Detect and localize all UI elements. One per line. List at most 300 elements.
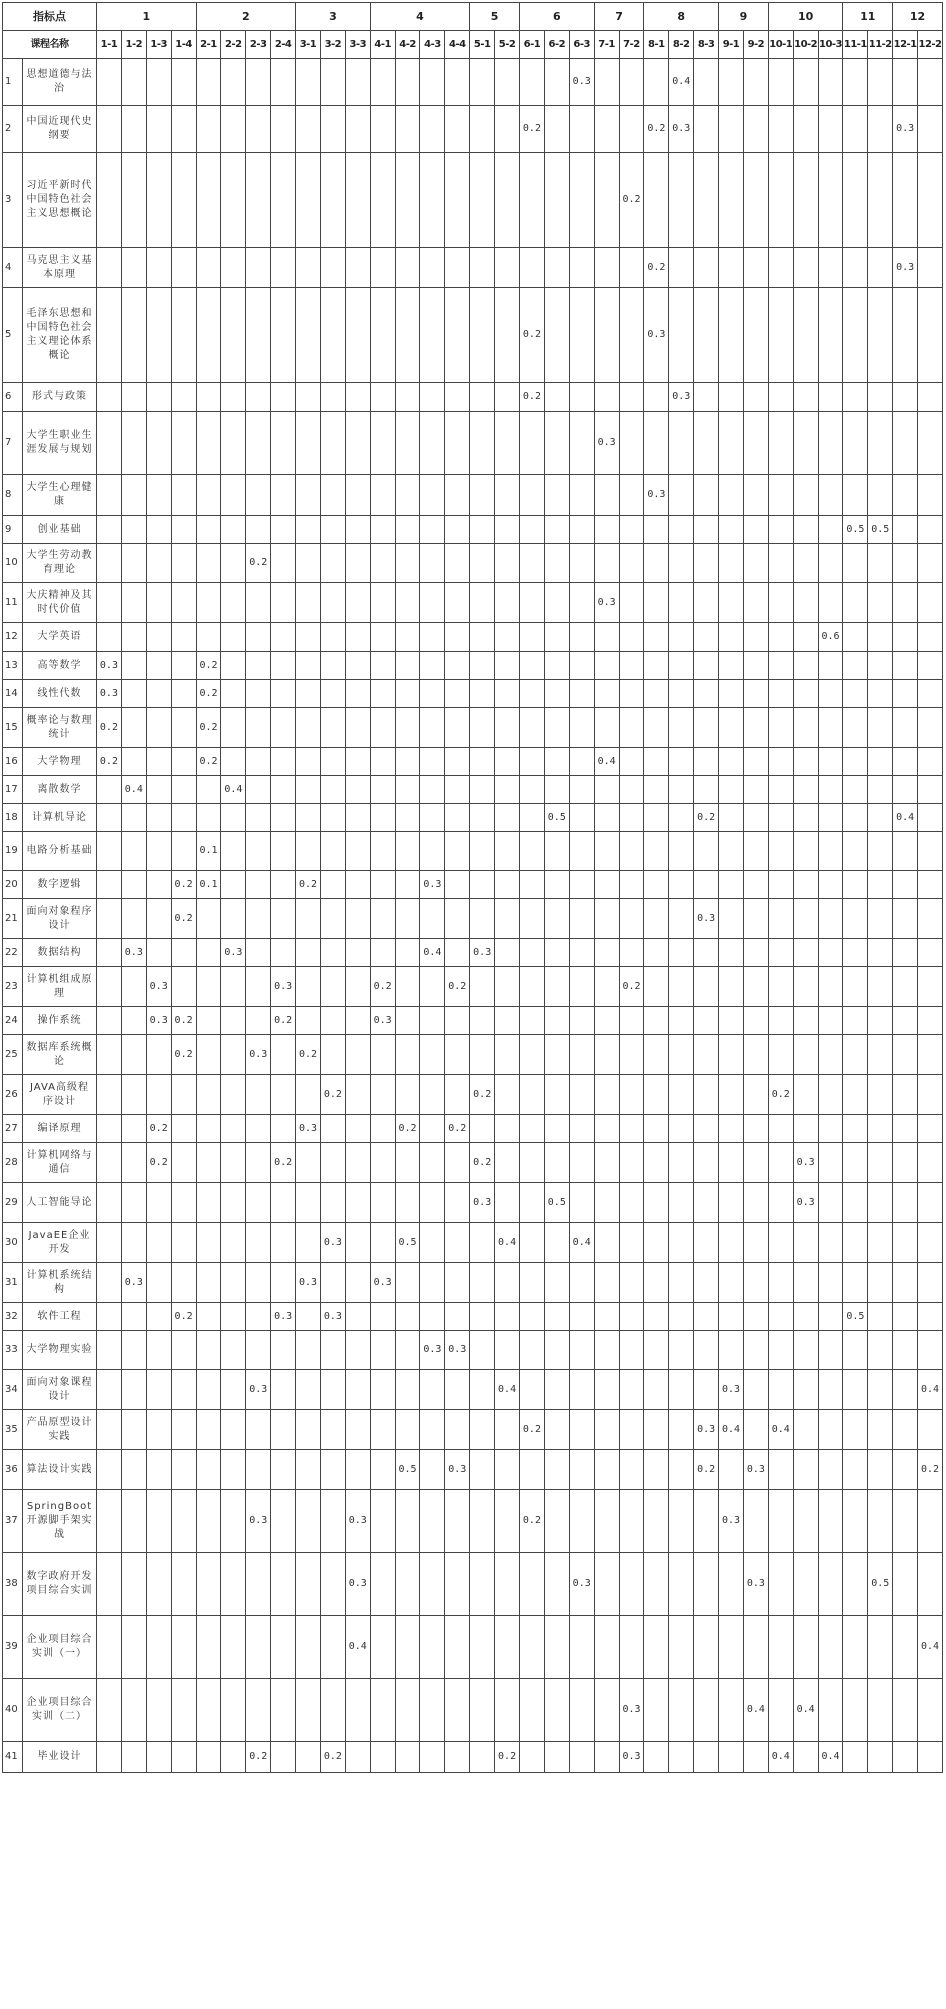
weight-cell [271,544,296,583]
weight-cell [793,1263,818,1303]
weight-cell [569,708,594,748]
weight-cell [420,1115,445,1143]
weight-cell [818,383,843,412]
weight-cell [793,1490,818,1553]
weight-cell [320,475,345,516]
weight-cell [544,106,569,153]
weight-cell [470,1331,495,1370]
weight-cell [818,544,843,583]
weight-cell [271,1410,296,1450]
weight-cell [619,248,644,288]
indicator-sub-10-3: 10-3 [818,31,843,59]
weight-cell [445,804,470,832]
weight-cell [296,1370,321,1410]
weight-cell [569,623,594,652]
weight-cell [818,1679,843,1742]
weight-cell [569,1410,594,1450]
weight-cell [196,516,221,544]
weight-cell [320,899,345,939]
row-index: 13 [3,652,23,680]
weight-cell [271,776,296,804]
course-name: 数据结构 [23,939,97,967]
weight-cell [793,652,818,680]
row-index: 30 [3,1223,23,1263]
weight-cell [918,544,943,583]
weight-cell [121,871,146,899]
weight-cell [669,1143,694,1183]
weight-cell [470,832,495,871]
weight-cell [221,1115,246,1143]
weight-cell [719,516,744,544]
weight-cell [768,106,793,153]
weight-cell [171,412,196,475]
weight-cell [271,1115,296,1143]
weight-cell [345,288,370,383]
weight-cell [445,475,470,516]
weight-cell [868,832,893,871]
weight-cell [818,680,843,708]
indicator-sub-5-1: 5-1 [470,31,495,59]
weight-cell [918,1553,943,1616]
weight-cell [246,1143,271,1183]
weight-cell [221,623,246,652]
weight-cell [196,1553,221,1616]
weight-cell [544,383,569,412]
weight-cell [470,748,495,776]
weight-cell [569,583,594,623]
weight-cell [619,1370,644,1410]
row-index: 28 [3,1143,23,1183]
weight-cell [445,748,470,776]
course-name: 数据库系统概论 [23,1035,97,1075]
weight-cell [345,59,370,106]
weight-cell [445,106,470,153]
weight-cell [868,1742,893,1773]
weight-cell [370,516,395,544]
weight-cell [221,583,246,623]
weight-cell [246,1553,271,1616]
weight-cell: 0.4 [818,1742,843,1773]
weight-cell [420,804,445,832]
indicator-header: 指标点 [3,3,97,31]
weight-cell [843,748,868,776]
weight-cell [893,1303,918,1331]
weight-cell [743,106,768,153]
weight-cell [420,153,445,248]
weight-cell [470,680,495,708]
weight-cell [818,1370,843,1410]
course-name: 大学英语 [23,623,97,652]
weight-cell [320,1450,345,1490]
weight-cell: 0.2 [470,1143,495,1183]
weight-cell [868,1035,893,1075]
weight-cell [868,1303,893,1331]
weight-cell [644,776,669,804]
weight-cell [271,383,296,412]
weight-cell [445,1679,470,1742]
weight-cell: 0.4 [893,804,918,832]
weight-cell [644,1742,669,1773]
indicator-group-6: 6 [520,3,595,31]
weight-cell [893,583,918,623]
weight-cell [793,1035,818,1075]
weight-cell [121,1450,146,1490]
weight-cell [793,412,818,475]
weight-cell [370,1450,395,1490]
weight-cell [320,1553,345,1616]
weight-cell [694,544,719,583]
weight-cell [669,680,694,708]
weight-cell [370,776,395,804]
weight-cell [743,1303,768,1331]
weight-cell [196,1223,221,1263]
weight-cell [669,1450,694,1490]
weight-cell [395,1490,420,1553]
weight-cell [569,106,594,153]
weight-cell [793,967,818,1007]
weight-cell [395,583,420,623]
weight-cell [196,939,221,967]
weight-cell [146,1553,171,1616]
indicator-group-7: 7 [594,3,644,31]
weight-cell: 0.3 [121,1263,146,1303]
weight-cell [743,248,768,288]
weight-cell [569,680,594,708]
weight-cell [868,106,893,153]
weight-cell [868,288,893,383]
weight-cell [868,475,893,516]
weight-cell [594,544,619,583]
weight-cell: 0.3 [271,967,296,1007]
weight-cell [171,939,196,967]
weight-cell [594,1143,619,1183]
weight-cell [97,623,122,652]
weight-cell [445,1007,470,1035]
weight-cell [843,583,868,623]
weight-cell [221,899,246,939]
weight-cell [370,623,395,652]
weight-cell [395,153,420,248]
course-name: 算法设计实践 [23,1450,97,1490]
weight-cell [818,288,843,383]
weight-cell [420,1223,445,1263]
weight-cell [619,1331,644,1370]
weight-cell [818,153,843,248]
weight-cell [121,652,146,680]
weight-cell [345,1115,370,1143]
indicator-sub-4-2: 4-2 [395,31,420,59]
weight-cell [296,1553,321,1616]
weight-cell [520,475,545,516]
weight-cell [246,967,271,1007]
weight-cell: 0.2 [146,1143,171,1183]
weight-cell [196,1035,221,1075]
weight-cell [395,1007,420,1035]
weight-cell [843,623,868,652]
weight-cell: 0.3 [743,1450,768,1490]
weight-cell [395,1143,420,1183]
weight-cell [644,1303,669,1331]
course-name: 人工智能导论 [23,1183,97,1223]
weight-cell: 0.3 [569,1553,594,1616]
weight-cell: 0.3 [644,475,669,516]
weight-cell: 0.2 [196,680,221,708]
weight-cell [320,248,345,288]
weight-cell [221,1007,246,1035]
weight-cell [420,1450,445,1490]
weight-cell [370,1742,395,1773]
weight-cell [918,832,943,871]
weight-cell [868,1490,893,1553]
weight-cell [271,1075,296,1115]
weight-cell [196,1007,221,1035]
weight-cell [395,1679,420,1742]
weight-cell [520,1303,545,1331]
weight-cell [296,776,321,804]
weight-cell [569,475,594,516]
indicator-sub-9-2: 9-2 [743,31,768,59]
weight-cell [918,1263,943,1303]
course-name: 毕业设计 [23,1742,97,1773]
weight-cell [246,1075,271,1115]
weight-cell [320,939,345,967]
weight-cell [843,899,868,939]
weight-cell [719,832,744,871]
row-index: 35 [3,1410,23,1450]
row-index: 29 [3,1183,23,1223]
weight-cell [97,1035,122,1075]
weight-cell: 0.2 [246,544,271,583]
weight-cell [893,1007,918,1035]
weight-cell [893,1035,918,1075]
weight-cell [146,871,171,899]
weight-cell [893,383,918,412]
weight-cell [495,544,520,583]
weight-cell [470,1223,495,1263]
weight-cell [395,708,420,748]
weight-cell [146,583,171,623]
weight-cell [370,871,395,899]
weight-cell [345,153,370,248]
weight-cell [395,652,420,680]
table-row [3,153,943,248]
weight-cell [97,1263,122,1303]
weight-cell [644,1143,669,1183]
indicator-sub-2-1: 2-1 [196,31,221,59]
weight-cell [544,1143,569,1183]
weight-cell [569,383,594,412]
weight-cell [793,1303,818,1331]
weight-cell [246,1007,271,1035]
row-index: 37 [3,1490,23,1553]
weight-cell [171,544,196,583]
weight-cell [271,1223,296,1263]
weight-cell [669,1331,694,1370]
weight-cell [743,871,768,899]
course-name: JAVA高级程序设计 [23,1075,97,1115]
weight-cell [818,583,843,623]
weight-cell [793,516,818,544]
weight-cell [146,288,171,383]
weight-cell [121,1143,146,1183]
weight-cell [768,1331,793,1370]
weight-cell [97,1143,122,1183]
weight-cell: 0.3 [296,1115,321,1143]
weight-cell [818,1553,843,1616]
weight-cell [818,748,843,776]
weight-cell [520,1553,545,1616]
course-name: 线性代数 [23,680,97,708]
weight-cell [843,680,868,708]
table-row [3,1616,943,1679]
weight-cell: 0.3 [793,1143,818,1183]
weight-cell [221,412,246,475]
weight-cell [146,1035,171,1075]
indicator-sub-1-2: 1-2 [121,31,146,59]
weight-cell [196,1263,221,1303]
row-index: 32 [3,1303,23,1331]
weight-cell [520,1450,545,1490]
weight-cell [495,804,520,832]
weight-cell [196,899,221,939]
course-name: 企业项目综合实训（二） [23,1679,97,1742]
weight-cell [544,899,569,939]
weight-cell [221,1143,246,1183]
row-index: 40 [3,1679,23,1742]
weight-cell [868,583,893,623]
weight-cell [495,776,520,804]
weight-cell [420,106,445,153]
weight-cell [221,1035,246,1075]
weight-cell [793,383,818,412]
weight-cell [470,1679,495,1742]
weight-cell [146,680,171,708]
weight-cell [644,967,669,1007]
row-index: 24 [3,1007,23,1035]
weight-cell [569,1263,594,1303]
weight-cell [594,804,619,832]
weight-cell [793,1553,818,1616]
weight-cell [196,153,221,248]
weight-cell [694,1490,719,1553]
weight-cell [669,708,694,748]
weight-cell [146,939,171,967]
weight-cell [97,1007,122,1035]
row-index: 8 [3,475,23,516]
weight-cell [743,652,768,680]
weight-cell [171,59,196,106]
weight-cell [669,967,694,1007]
weight-cell [918,804,943,832]
weight-cell [694,1035,719,1075]
weight-cell [619,583,644,623]
weight-cell: 0.4 [793,1679,818,1742]
weight-cell [445,1143,470,1183]
weight-cell [495,652,520,680]
weight-cell [445,1616,470,1679]
weight-cell: 0.3 [694,899,719,939]
weight-cell [271,475,296,516]
weight-cell [743,383,768,412]
weight-cell: 0.2 [97,748,122,776]
weight-cell [171,583,196,623]
weight-cell [97,871,122,899]
weight-cell [669,1007,694,1035]
weight-cell [370,1331,395,1370]
weight-cell: 0.4 [420,939,445,967]
weight-cell [619,776,644,804]
weight-cell [345,1183,370,1223]
weight-cell [420,475,445,516]
row-index: 27 [3,1115,23,1143]
weight-cell [420,248,445,288]
weight-cell [445,680,470,708]
weight-cell: 0.4 [768,1410,793,1450]
weight-cell [495,748,520,776]
weight-cell [246,623,271,652]
weight-cell [97,1183,122,1223]
weight-cell [793,106,818,153]
weight-cell [569,516,594,544]
weight-cell [146,248,171,288]
weight-cell: 0.3 [420,1331,445,1370]
weight-cell [121,1553,146,1616]
weight-cell [445,708,470,748]
weight-cell [97,288,122,383]
weight-cell [271,899,296,939]
weight-cell [694,475,719,516]
weight-cell [843,1616,868,1679]
weight-cell [893,1075,918,1115]
weight-cell [768,652,793,680]
weight-cell [694,1616,719,1679]
weight-cell [644,1035,669,1075]
weight-cell [420,383,445,412]
weight-cell [544,1075,569,1115]
weight-cell [121,1679,146,1742]
weight-cell [320,544,345,583]
weight-cell [918,1035,943,1075]
weight-cell [296,1007,321,1035]
weight-cell [420,544,445,583]
weight-cell [246,153,271,248]
weight-cell [221,1450,246,1490]
indicator-sub-10-2: 10-2 [793,31,818,59]
weight-cell [818,1183,843,1223]
weight-cell [694,1679,719,1742]
row-index: 1 [3,59,23,106]
weight-cell [594,623,619,652]
weight-cell [395,59,420,106]
weight-cell [121,59,146,106]
indicator-group-10: 10 [768,3,843,31]
weight-cell [520,248,545,288]
weight-cell [719,1223,744,1263]
weight-cell [370,899,395,939]
weight-cell [420,1007,445,1035]
weight-cell [370,1183,395,1223]
weight-cell [171,1553,196,1616]
weight-cell [743,1410,768,1450]
weight-cell [768,680,793,708]
weight-cell [246,516,271,544]
weight-cell [644,1183,669,1223]
weight-cell [520,967,545,1007]
weight-cell: 0.3 [893,248,918,288]
weight-cell [594,1035,619,1075]
weight-cell [719,939,744,967]
weight-cell [495,708,520,748]
